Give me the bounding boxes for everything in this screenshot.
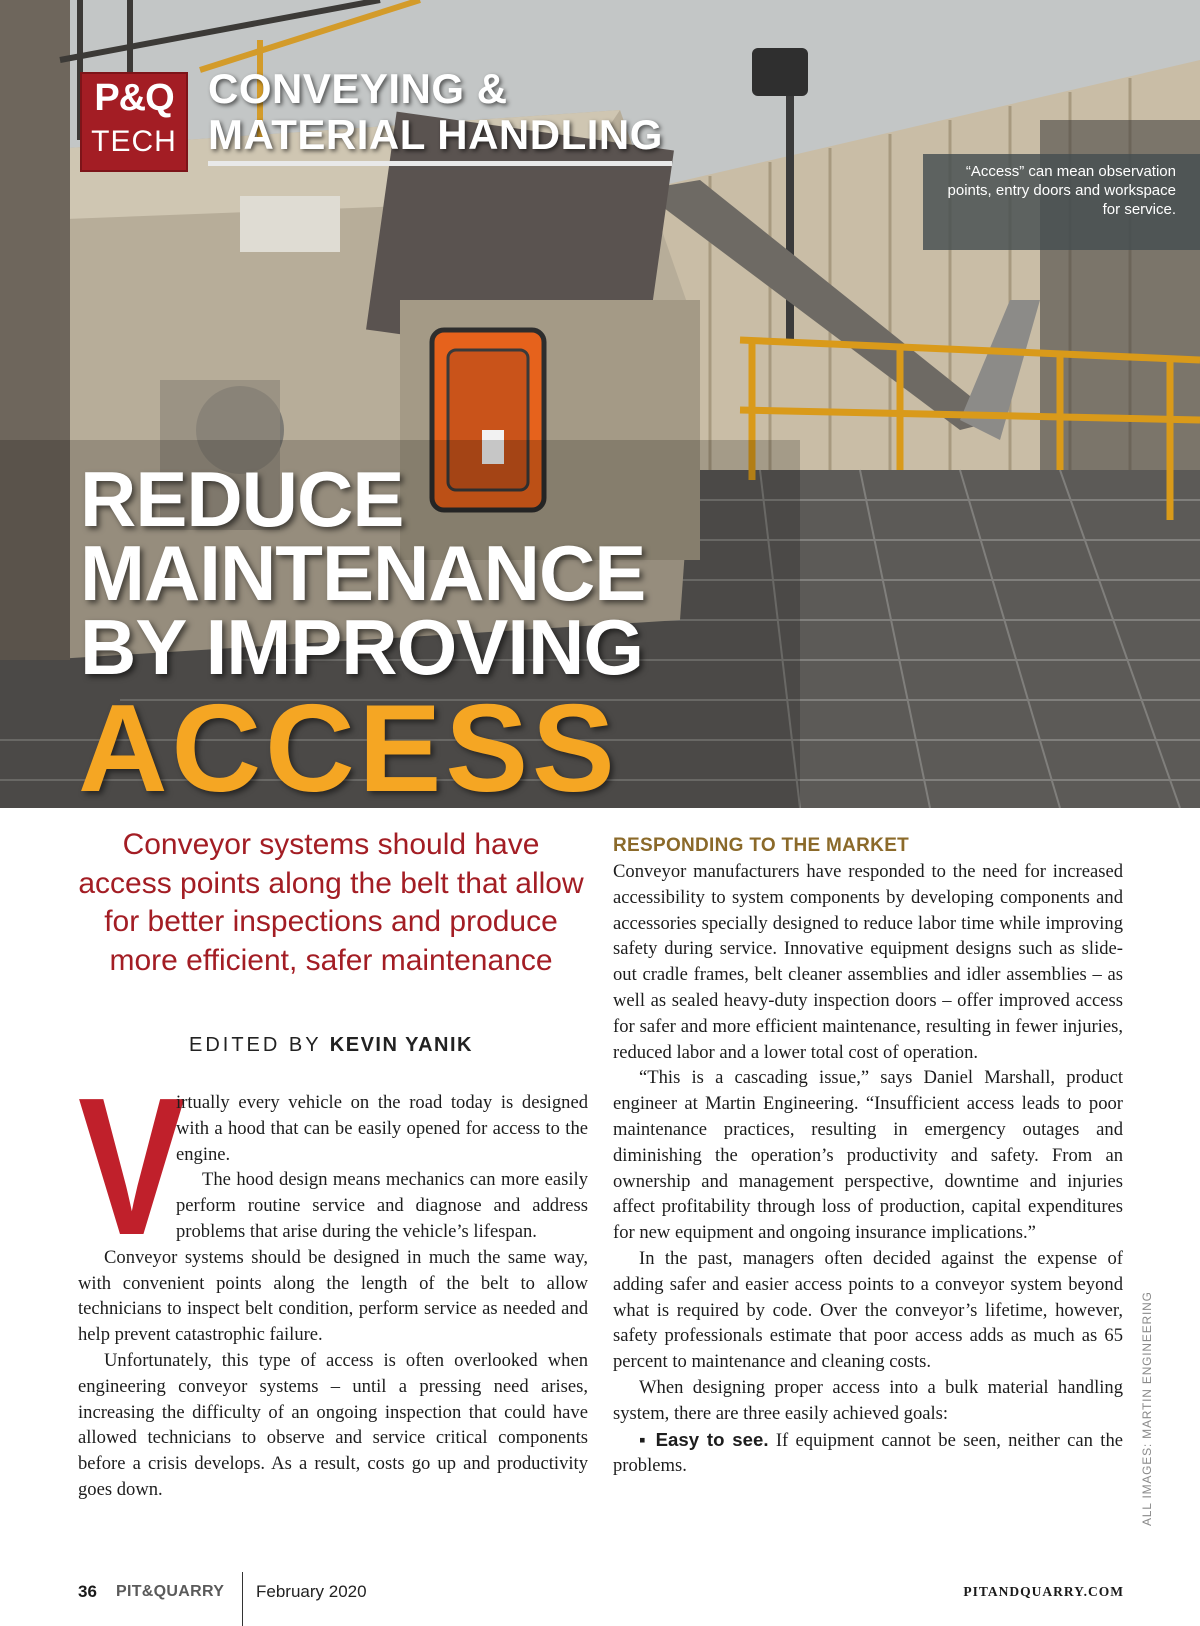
pq-tech-badge [80, 72, 188, 172]
magazine-name: PIT&QUARRY [116, 1583, 225, 1600]
brand-top: P&Q [94, 77, 174, 119]
brand-bottom: TECH [91, 125, 177, 158]
bullet-text: If equipment cannot be seen, neither can the problems. [613, 1429, 1123, 1477]
page-number: 36 [78, 1582, 97, 1601]
section-label-line1: CONVEYING & [208, 65, 508, 112]
paragraph: irtually every vehicle on the road today is designed with a hood that can be easily opened for access to the engine. [176, 1092, 588, 1165]
headline-line2: MAINTENANCE [80, 529, 646, 617]
paragraph: Unfortunately, this type of access is often overlooked when engineering conveyor systems – until a pressing need arises, increasing the difficulty of an ongoing inspection that could have allowed technicians to observe and service critical components before a crisis develops. As a result, costs go up and productivity goes down. [78, 1349, 588, 1500]
article-deck: Conveyor systems should have access points along the belt that allow for better inspections and produce more efficient, safer maintenance [78, 828, 584, 977]
footer-divider [242, 1572, 243, 1626]
byline-lead: EDITED BY [189, 1034, 322, 1056]
page-footer [78, 1582, 1124, 1612]
drop-cap: V [78, 1057, 186, 1276]
photo-caption: “Access” can mean observation points, entry doors and workspace for service. [923, 154, 1200, 250]
paragraph: “This is a cascading issue,” says Daniel Marshall, product engineer at Martin Engineering. “Insufficient access leads to poor maintenance practices, resulting in emergency outages and diminishing the operation’s productivity and safety. From an ownership and management perspective, downtime and injuries affect profitability through loss of production, capital expenditures for new equipment and ongoing insurance implications.” [613, 1067, 1123, 1244]
headline-line1: REDUCE [80, 455, 404, 543]
headline [80, 455, 646, 691]
paragraph: Conveyor manufacturers have responded to the need for increased accessibility to system components by developing components and accessories specially designed to reduce labor time while improving safety during service. Innovative equipment designs such as slide-out cradle frames, belt cleaner assemblies and idler assemblies – as well as sealed heavy-duty inspection doors – offer improved access for safer and more efficient maintenance, resulting in fewer injuries, reduced labor and a lower total cost of operation. [613, 861, 1123, 1063]
subhead: RESPONDING TO THE MARKET [613, 835, 910, 856]
hero-photo [0, 0, 1200, 808]
paragraph: When designing proper access into a bulk material handling system, there are three easily achieved goals: [613, 1376, 1123, 1424]
bullet-mark: ▪ [639, 1428, 649, 1450]
section-rule [208, 161, 672, 166]
website-link[interactable]: PITANDQUARRY.COM [963, 1584, 1124, 1599]
headline-line3: BY IMPROVING [80, 603, 643, 691]
headline-accent: ACCESS [78, 680, 619, 808]
issue-date: February 2020 [256, 1582, 367, 1601]
byline-author: KEVIN YANIK [329, 1034, 473, 1056]
bullet-item [613, 1427, 1123, 1480]
byline [78, 1034, 584, 1057]
section-label [208, 66, 663, 158]
section-label-line2: MATERIAL HANDLING [208, 111, 663, 158]
body-column-right [613, 833, 1123, 1479]
paragraph: The hood design means mechanics can more easily perform routine service and diagnose and address problems that arise during the vehicle’s lifespan. [176, 1169, 588, 1242]
paragraph: In the past, managers often decided against the expense of adding safer and easier access points to a conveyor system beyond what is required by code. Over the conveyor’s lifetime, however, safety professionals estimate that poor access adds as much as 65 percent to maintenance and cleaning costs. [613, 1247, 1123, 1373]
bullet-lead: Easy to see. [655, 1428, 769, 1450]
body-column-left [78, 1057, 588, 1503]
image-credit: ALL IMAGES: MARTIN ENGINEERING [1140, 1291, 1154, 1526]
paragraph: Conveyor systems should be designed in much the same way, with convenient points along the length of the belt to allow technicians to inspect belt condition, perform service as needed and help prevent catastrophic failure. [78, 1246, 588, 1346]
